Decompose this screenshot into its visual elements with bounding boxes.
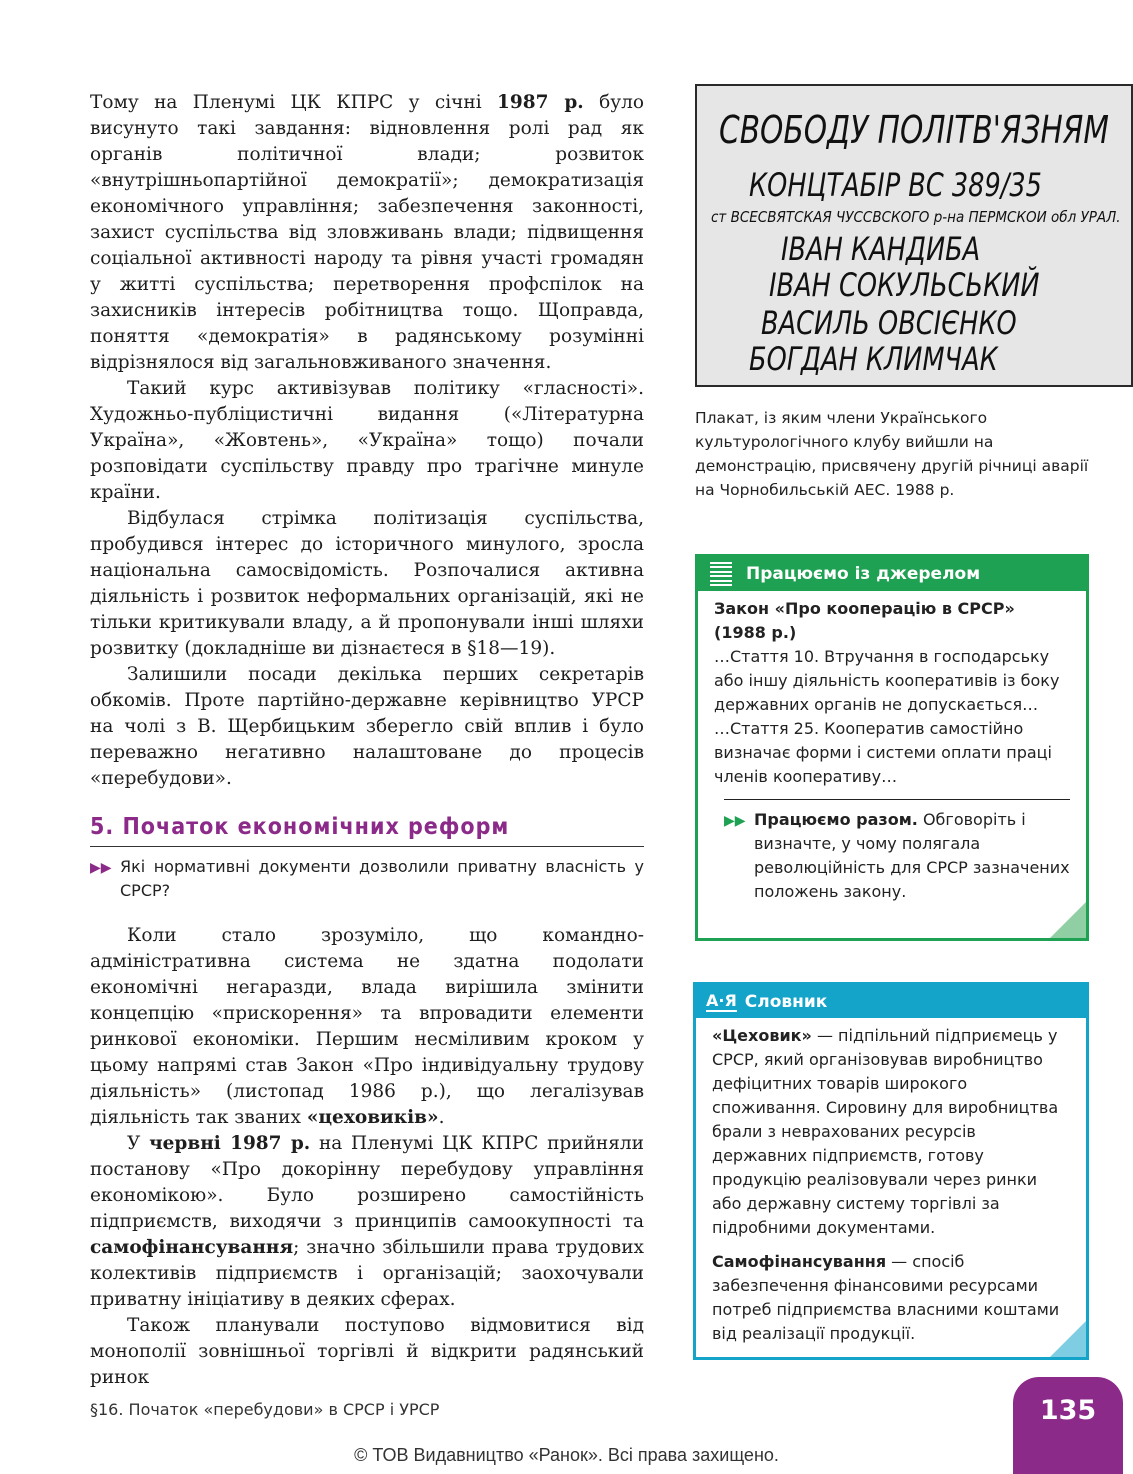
paragraph-6: [90, 1131, 644, 1313]
main-text-column: [90, 90, 644, 1391]
task-text: Обговоріть і визначте, у чому полягала революційність для СРСР зазначених положень закону.: [754, 810, 1070, 901]
text: було висунуто такі завдання: відновлення ролі рад як органів політичної влади; розвиток «внутрішньопартійної демократії»; демократизація економічного управління; забезпечення законності, захист суспільства від зловживань влади; підвищення соціальної активності народу та рівня участі громадян у житті суспільства; перетворення профспілок на захисників інтересів робітництва тощо. Щоправда, поняття «демократія» в радянському розумінні відрізнялося від загальновживаного значення.: [90, 92, 645, 373]
question-text: Які нормативні документи дозволили приватну власність у СРСР?: [120, 857, 644, 900]
poster-line-6: ВАСИЛЬ ОВСІЄНКО: [761, 304, 1017, 342]
paragraph-2: Такий курс активізував політику «гласності». Художньо-публіцистичні видання («Літературна Україна», «Жовтень», «Україна» тощо) почали розповідати суспільству правду про трагічне минуле країни.: [90, 378, 644, 503]
poster-line-1: СВОБОДУ ПОЛІТВ'ЯЗНЯМ: [719, 108, 1109, 152]
document-icon: [710, 562, 732, 586]
dictionary-header: [696, 985, 1086, 1018]
dictionary-title: Словник: [744, 991, 828, 1012]
text: на Пленумі ЦК КПРС прийняли постанову «Про докорінну перебудову управління економікою». Було розширено самостійність підприємств, виходячи з принципів самоокупності та: [90, 1133, 645, 1232]
guiding-question: [90, 855, 644, 903]
divider: [724, 799, 1070, 800]
definition: — спосіб забезпечення фінансовими ресурсами потреб підприємства власними коштами від реалізації продукції.: [712, 1252, 1060, 1343]
dictionary-icon: А·Я: [706, 990, 737, 1010]
page-number: 135: [1013, 1377, 1123, 1474]
article-25: …Стаття 25. Кооператив самостійно визначає форми і системи оплати праці членів кооперативу…: [714, 719, 1052, 786]
source-box-title: Працюємо із джерелом: [746, 564, 981, 584]
text: У: [127, 1133, 150, 1154]
dictionary-box: [693, 982, 1089, 1360]
text: ; значно збільшили права трудових колективів підприємств і організацій; заохочували приватну ініціативу в деяких сферах.: [90, 1237, 644, 1310]
text: Коли стало зрозуміло, що командно-адміністративна система не здатна подолати економічні негаразди, влада вирішила змінити концепцію «прискорення» та впровадити елементи ринкової економіки. Першим несміливим кроком у цьому напрямі став Закон «Про індивідуальну трудову діяльність» (листопад 1986 р.), що легалізував діяльність так званих: [90, 925, 644, 1128]
protest-poster-photo: [695, 84, 1133, 387]
task-label: Працюємо разом.: [754, 810, 918, 829]
page-corner-icon: [1050, 902, 1086, 938]
poster-line-3: ст ВСЕСВЯТСКАЯ ЧУССВСКОГО р-на ПЕРМСКОИ обл УРАЛ.: [711, 208, 1121, 226]
term: Самофінансування: [712, 1252, 887, 1271]
poster-line-5: ІВАН СОКУЛЬСЬКИЙ: [769, 266, 1040, 304]
page-corner-icon: [1050, 1321, 1086, 1357]
paragraph-3: Відбулася стрімка політизація суспільства, пробудився інтерес до історичного минулого, зросла національна самосвідомість. Розпочалися активна діяльність і розвиток неформальних організацій, які не тільки критикували владу, а й пропонували інші шляхи розвитку (докладніше ви дізнаєтеся в §18—19).: [90, 508, 644, 659]
work-together-task: [714, 808, 1070, 904]
bold-date: 1987 р.: [496, 92, 584, 113]
double-arrow-icon: ▶▶: [724, 813, 746, 829]
bold-term: «цеховиків»: [306, 1107, 439, 1128]
paragraph-7: Також планували поступово відмовитися від монополії зовнішньої торгівлі й відкрити радянський ринок: [90, 1315, 644, 1388]
photo-caption: Плакат, із яким члени Українського культурологічного клубу вийшли на демонстрацію, присвячену другій річниці аварії на Чорнобильській АЕС. 1988 р.: [695, 409, 1089, 499]
definition: — підпільний підприємець у СРСР, який організовував виробництво дефіцитних товарів широкого споживання. Сировину для виробництва брали з неврахованих ресурсів державних підприємств, готову продукцію реалізовували через ринки або державну систему торгівлі за підробними документами.: [712, 1026, 1059, 1237]
dictionary-entry-1: [712, 1024, 1070, 1240]
copyright-notice: © ТОВ Видавництво «Ранок». Всі права захищено.: [354, 1445, 779, 1465]
text: Тому на Пленумі ЦК КПРС у січні: [90, 92, 497, 113]
section-heading: 5. Початок економічних реформ: [90, 814, 644, 847]
law-title: Закон «Про кооперацію в СРСР» (1988 р.): [714, 599, 1015, 642]
running-footer: §16. Початок «перебудови» в СРСР і УРСР: [90, 1400, 440, 1419]
term: «Цеховик»: [712, 1026, 812, 1045]
bold-term: самофінансування: [90, 1237, 294, 1258]
source-box-header: [698, 557, 1086, 591]
source-box: [695, 554, 1089, 941]
paragraph-5: [90, 923, 644, 1131]
text: .: [438, 1107, 445, 1128]
bold-date: червні 1987 р.: [149, 1133, 311, 1154]
poster-line-4: ІВАН КАНДИБА: [781, 230, 981, 268]
paragraph-1: [90, 90, 644, 376]
double-arrow-icon: ▶▶: [90, 860, 112, 876]
poster-line-2: КОНЦТАБІР ВС 389/35: [749, 166, 1042, 204]
poster-line-7: БОГДАН КЛИМЧАК: [749, 340, 998, 378]
dictionary-entry-2: [712, 1250, 1070, 1346]
paragraph-4: Залишили посади декілька перших секретарів обкомів. Проте партійно-державне керівництво УРСР на чолі з В. Щербицьким зберегло свій вплив і було переважно негативно налаштоване до процесів «перебудови».: [90, 664, 644, 789]
article-10: …Стаття 10. Втручання в господарську або іншу діяльність кооперативів із боку державних органів не допускається…: [714, 647, 1060, 714]
